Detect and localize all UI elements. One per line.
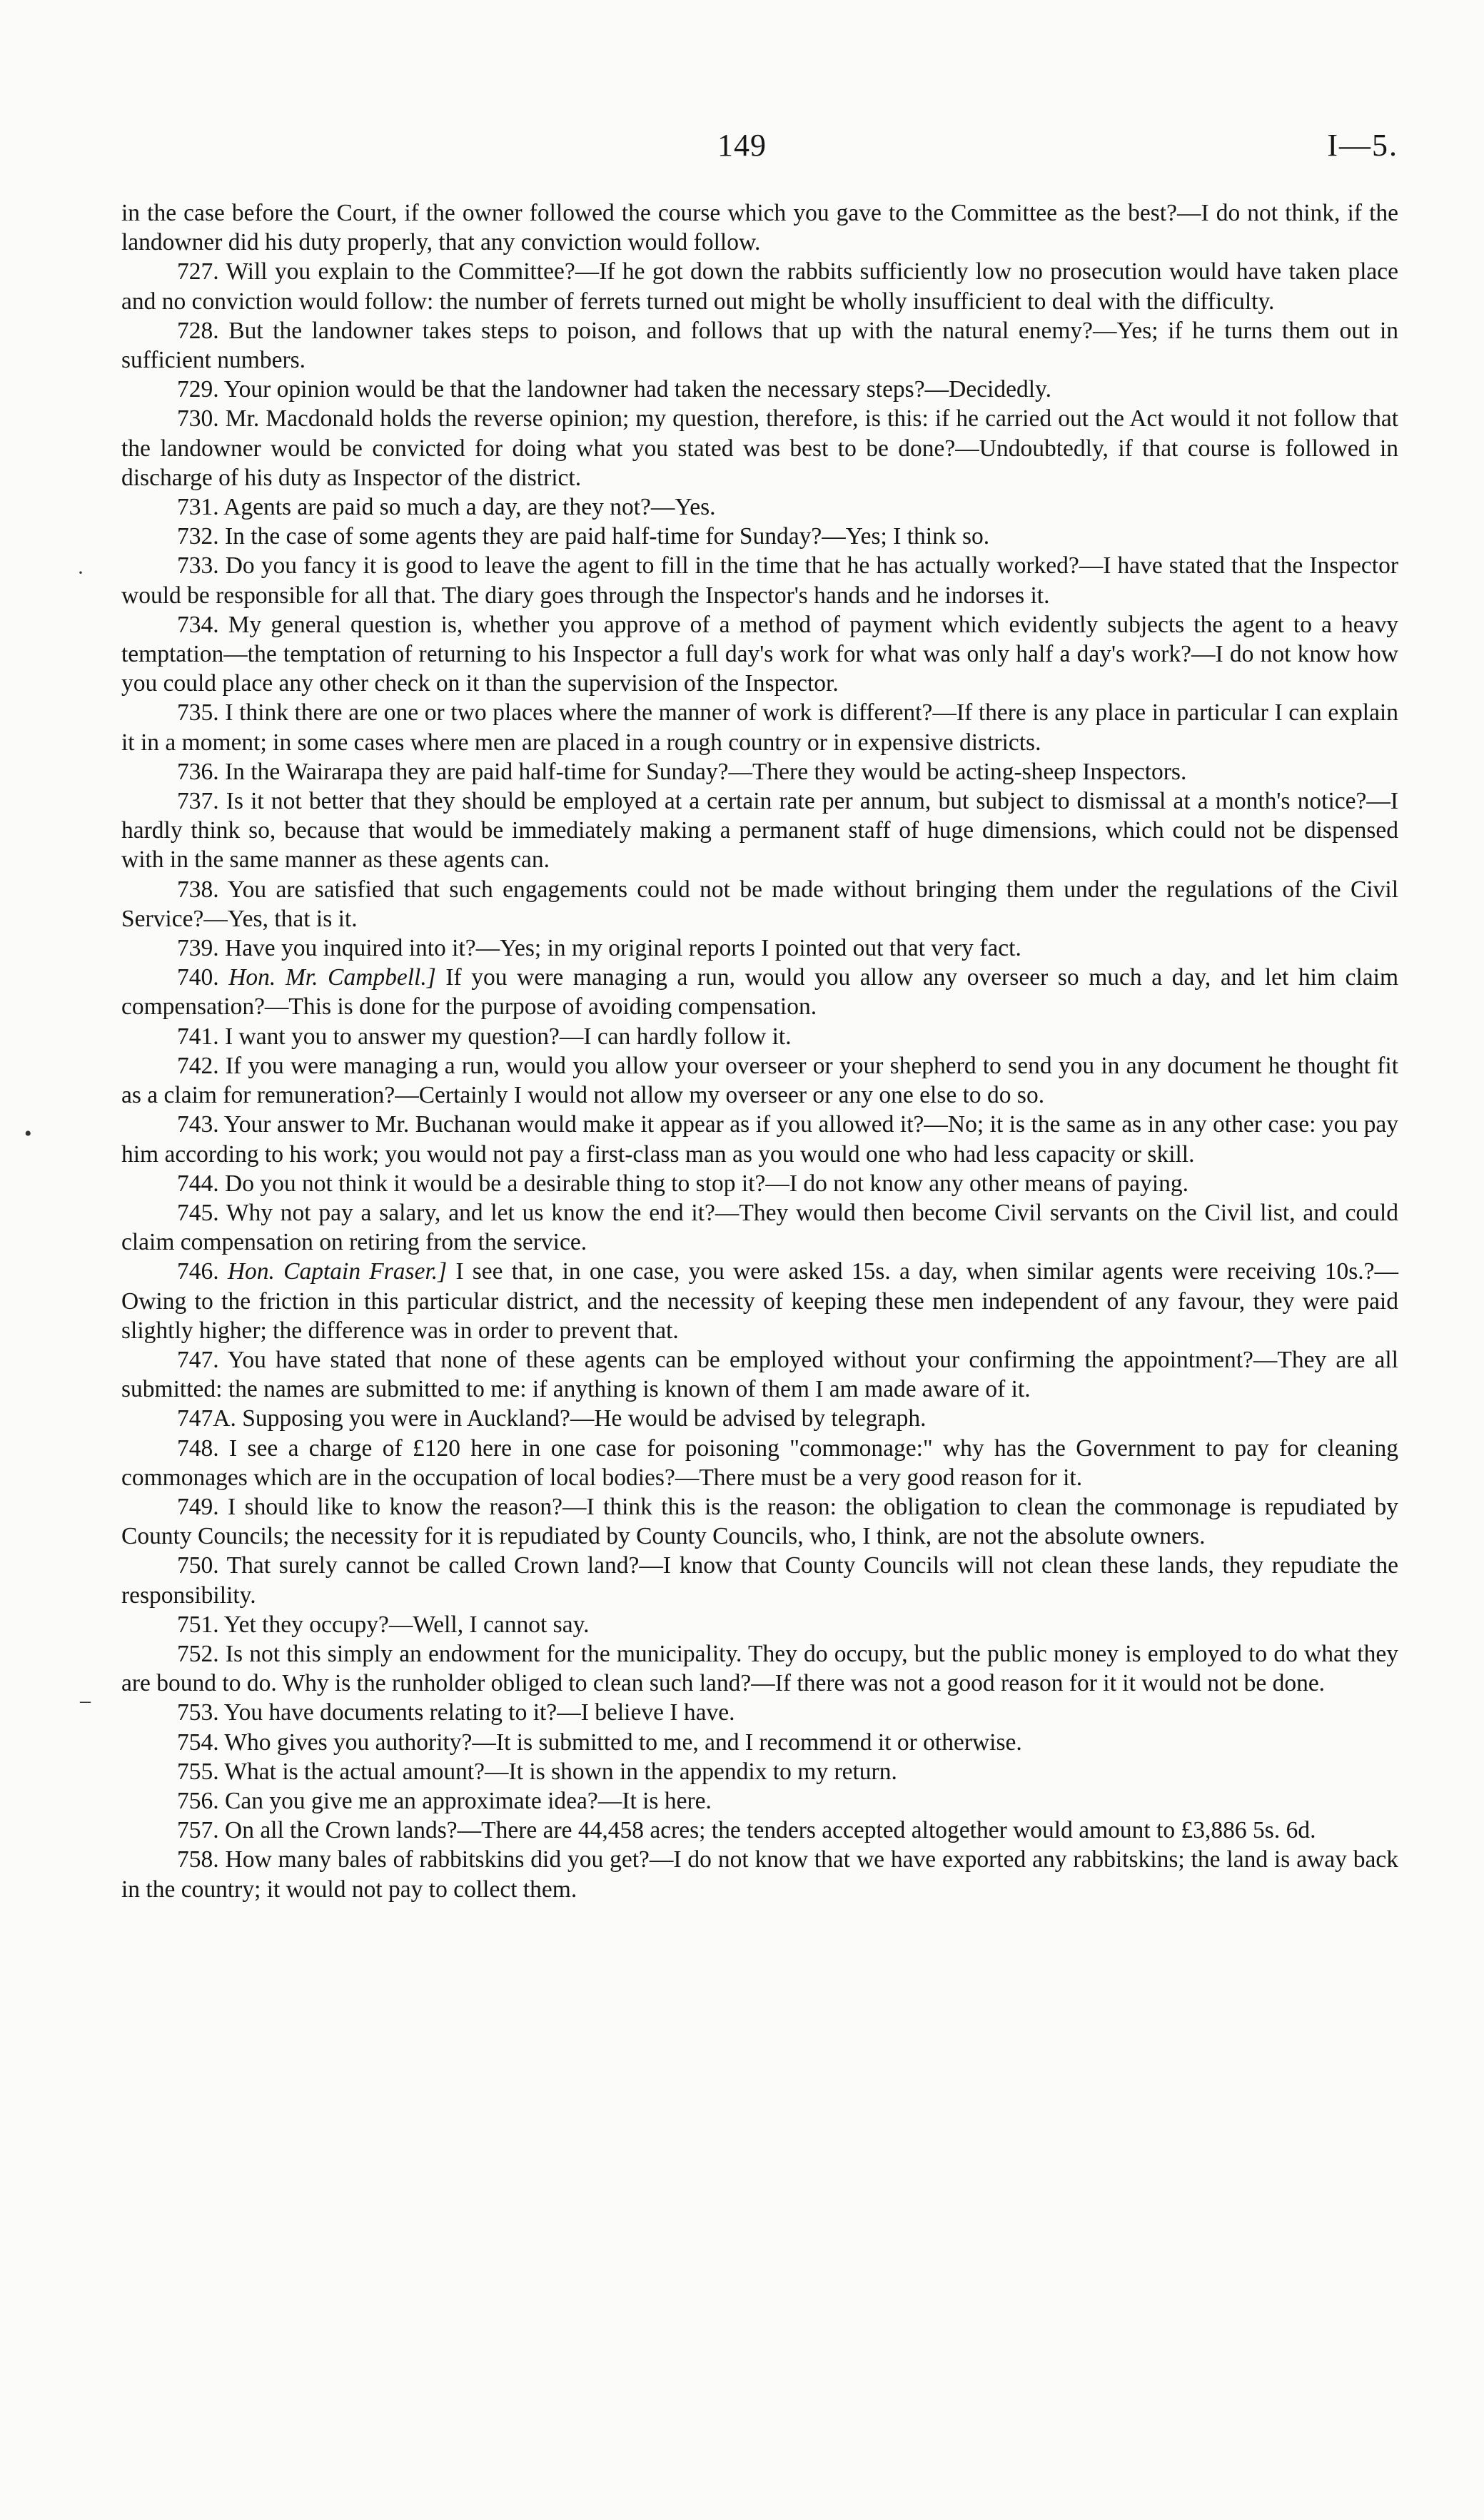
evidence-question-753 (121, 1698, 1398, 1727)
question-number: 754. (177, 1729, 219, 1756)
question-number: 744. (177, 1170, 219, 1197)
speaker-name: Hon. Captain Fraser.] (227, 1258, 448, 1285)
evidence-question-750 (121, 1551, 1398, 1609)
margin-mark: • (24, 1122, 32, 1145)
document-reference: I—5. (1327, 128, 1398, 163)
question-and-answer-text: Can you give me an approximate idea?—It is here. (225, 1787, 712, 1814)
question-and-answer-text: If you were managing a run, would you allow any overseer so much a day, and let him claim compensation?—This is done for the purpose of avoiding compensation. (121, 964, 1399, 1021)
question-and-answer-text: Yet they occupy?—Well, I cannot say. (223, 1611, 590, 1638)
question-and-answer-text: I see that, in one case, you were asked 15s. a day, when similar agents were receiving 10s.?—Owing to the friction in this particular district, and the necessity of keeping these men independent of any favour, they were paid slightly higher; the difference was in order to prevent that. (121, 1258, 1399, 1344)
speaker-name: Hon. Mr. Campbell.] (228, 964, 436, 991)
question-and-answer-text: But the landowner takes steps to poison, and follows that up with the natural enemy?—Yes; if he turns them out in sufficient numbers. (121, 317, 1399, 374)
question-and-answer-text: My general question is, whether you approve of a method of payment which evidently subjects the agent to a heavy temptation—the temptation of returning to his Inspector a full day's work for what was only half a day's work?—I do not know how you could place any other check on it than the supervision of the Inspector. (121, 611, 1399, 697)
margin-mark: – (80, 1689, 91, 1712)
question-and-answer-text: Do you fancy it is good to leave the agent to fill in the time that he has actually worked?—I have stated that the Inspector would be responsible for all that. The diary goes through the Inspector's hands and he indorses it. (121, 552, 1399, 609)
question-number: 730. (177, 405, 219, 432)
evidence-question-738 (121, 875, 1398, 933)
question-number: 752. (177, 1640, 219, 1667)
question-number: 741. (177, 1023, 219, 1050)
evidence-question-728 (121, 316, 1398, 375)
question-number: 731. (177, 494, 219, 521)
question-and-answer-text: Agents are paid so much a day, are they not?—Yes. (223, 494, 716, 521)
question-number: 747A. (177, 1405, 236, 1432)
evidence-question-754 (121, 1728, 1398, 1757)
question-and-answer-text: You have stated that none of these agents can be employed without your confirming the appointment?—They are all submitted: the names are submitted to me: if anything is known of them I am made aware of it. (121, 1346, 1398, 1403)
question-and-answer-text: Have you inquired into it?—Yes; in my original reports I pointed out that very fact. (225, 935, 1021, 962)
question-and-answer-text: Who gives you authority?—It is submitted to me, and I recommend it or otherwise. (224, 1729, 1022, 1756)
evidence-question-731 (121, 492, 1398, 522)
evidence-question-734 (121, 610, 1398, 699)
evidence-question-756 (121, 1786, 1398, 1816)
question-number: 742. (177, 1052, 219, 1079)
evidence-question-737 (121, 786, 1398, 875)
question-and-answer-text: I see a charge of £120 here in one case for poisoning "commonage:" why has the Government to pay for cleaning commonages which are in the occupation of local bodies?—There must be a very good reason for it. (121, 1434, 1399, 1491)
question-and-answer-text: Is it not better that they should be employed at a certain rate per annum, but subject to dismissal at a month's notice?—I hardly think so, because that would be immediately making a permanent staff of huge dimensions, which could not be dispensed with in the same manner as these agents can. (121, 788, 1399, 874)
question-and-answer-text: You are satisfied that such engagements could not be made without bringing them under the regulations of the Civil Service?—Yes, that is it. (121, 876, 1398, 932)
evidence-question-748 (121, 1434, 1398, 1492)
question-and-answer-text: You have documents relating to it?—I believe I have. (223, 1699, 735, 1726)
evidence-question-740 (121, 963, 1398, 1021)
question-and-answer-text: Mr. Macdonald holds the reverse opinion; my question, therefore, is this: if he carried out the Act would it not follow that the landowner would be convicted for doing what you stated was best to be done?—Undoubtedly, if that course is followed in discharge of his duty as Inspector of the district. (121, 405, 1399, 491)
evidence-question-758 (121, 1845, 1398, 1903)
question-number: 729. (177, 376, 219, 403)
question-number: 735. (177, 699, 219, 727)
question-and-answer-text: Your opinion would be that the landowner had taken the necessary steps?—Decidedly. (223, 376, 1051, 403)
question-and-answer-text: If you were managing a run, would you allow your overseer or your shepherd to send you in any document he thought fit as a claim for remuneration?—Certainly I would not allow my overseer or any one else to do so. (121, 1052, 1398, 1109)
evidence-question-735 (121, 698, 1398, 756)
question-and-answer-text: I should like to know the reason?—I think this is the reason: the obligation to clean the commonage is repudiated by County Councils; the necessity for it is repudiated by County Councils, who, I think, are not the absolute owners. (121, 1493, 1399, 1550)
question-and-answer-text: In the case of some agents they are paid half-time for Sunday?—Yes; I think so. (225, 523, 990, 550)
evidence-question-745 (121, 1198, 1398, 1257)
evidence-question-730 (121, 404, 1398, 492)
question-number: 733. (177, 552, 219, 580)
evidence-question-747A (121, 1404, 1398, 1433)
evidence-question-742 (121, 1051, 1398, 1110)
question-number: 739. (177, 935, 219, 962)
question-and-answer-text: On all the Crown lands?—There are 44,458 acres; the tenders accepted altogether would amount to £3,886 5s. 6d. (225, 1817, 1316, 1844)
evidence-question-757 (121, 1816, 1398, 1845)
question-number: 747. (177, 1346, 219, 1373)
question-number: 727. (177, 258, 219, 285)
evidence-question-751 (121, 1610, 1398, 1639)
question-number: 743. (177, 1111, 219, 1138)
evidence-question-739 (121, 933, 1398, 963)
question-and-answer-text: What is the actual amount?—It is shown in the appendix to my return. (224, 1758, 897, 1785)
question-and-answer-text: How many bales of rabbitskins did you get?—I do not know that we have exported any rabbitskins; the land is away back in the country; it would not pay to collect them. (121, 1846, 1399, 1903)
margin-mark: · (77, 561, 84, 585)
question-number: 757. (177, 1817, 219, 1844)
evidence-question-743 (121, 1110, 1398, 1168)
question-and-answer-text: Do you not think it would be a desirable thing to stop it?—I do not know any other means of paying. (225, 1170, 1189, 1197)
question-and-answer-text: Supposing you were in Auckland?—He would be advised by telegraph. (242, 1405, 927, 1432)
question-number: 756. (177, 1787, 219, 1814)
evidence-question-741 (121, 1022, 1398, 1051)
evidence-question-729 (121, 375, 1398, 404)
evidence-question-744 (121, 1169, 1398, 1198)
evidence-question-755 (121, 1757, 1398, 1786)
evidence-question-732 (121, 522, 1398, 551)
question-number: 755. (177, 1758, 219, 1785)
evidence-question-746 (121, 1257, 1398, 1345)
question-number: 758. (177, 1846, 219, 1873)
question-and-answer-text: Why not pay a salary, and let us know the end it?—They would then become Civil servants on the Civil list, and could claim compensation on retiring from the service. (121, 1199, 1398, 1256)
evidence-transcript (121, 198, 1398, 1904)
question-number: 732. (177, 523, 219, 550)
evidence-question-733 (121, 551, 1398, 609)
evidence-question-749 (121, 1492, 1398, 1551)
evidence-question-727 (121, 257, 1398, 315)
question-number: 736. (177, 758, 219, 785)
question-number: 734. (177, 611, 219, 638)
question-number: 746. (177, 1258, 219, 1285)
question-number: 728. (177, 317, 219, 344)
question-and-answer-text: In the Wairarapa they are paid half-time for Sunday?—There they would be acting-sheep Inspectors. (225, 758, 1187, 785)
question-and-answer-text: Is not this simply an endowment for the municipality. They do occupy, but the public money is employed to do what they are bound to do. Why is the runholder obliged to clean such land?—If there was not a good reason for it it would not be done. (121, 1640, 1399, 1697)
question-and-answer-text: in the case before the Court, if the owner followed the course which you gave to the Committee as the best?—I do not think, if the landowner did his duty properly, that any conviction would follow. (121, 200, 1398, 256)
question-number: 753. (177, 1699, 219, 1726)
question-and-answer-text: I want you to answer my question?—I can hardly follow it. (225, 1023, 792, 1050)
question-and-answer-text: That surely cannot be called Crown land?—I know that County Councils will not clean these lands, they repudiate the responsibility. (121, 1552, 1398, 1609)
page-number: 149 (717, 128, 767, 163)
evidence-question-747 (121, 1345, 1398, 1404)
question-number: 748. (177, 1434, 219, 1462)
question-and-answer-text: I think there are one or two places where the manner of work is different?—If there is any place in particular I can explain it in a moment; in some cases where men are placed in a rough country or in expensive districts. (121, 699, 1398, 756)
question-number: 737. (177, 788, 219, 815)
question-number: 751. (177, 1611, 219, 1638)
evidence-question-736 (121, 757, 1398, 786)
evidence-continuation (121, 198, 1398, 257)
evidence-question-752 (121, 1639, 1398, 1698)
question-number: 749. (177, 1493, 219, 1520)
question-number: 750. (177, 1552, 219, 1579)
question-and-answer-text: Your answer to Mr. Buchanan would make it appear as if you allowed it?—No; it is the same as in any other case: you pay him according to his work; you would not pay a first-class man as you would one who had less capacity or skill. (121, 1111, 1398, 1168)
question-and-answer-text: Will you explain to the Committee?—If he got down the rabbits sufficiently low no prosecution would have taken place and no conviction would follow: the number of ferrets turned out might be wholly insufficient to deal with the difficulty. (121, 258, 1398, 315)
question-number: 738. (177, 876, 219, 903)
question-number: 740. (177, 964, 219, 991)
question-number: 745. (177, 1199, 219, 1226)
